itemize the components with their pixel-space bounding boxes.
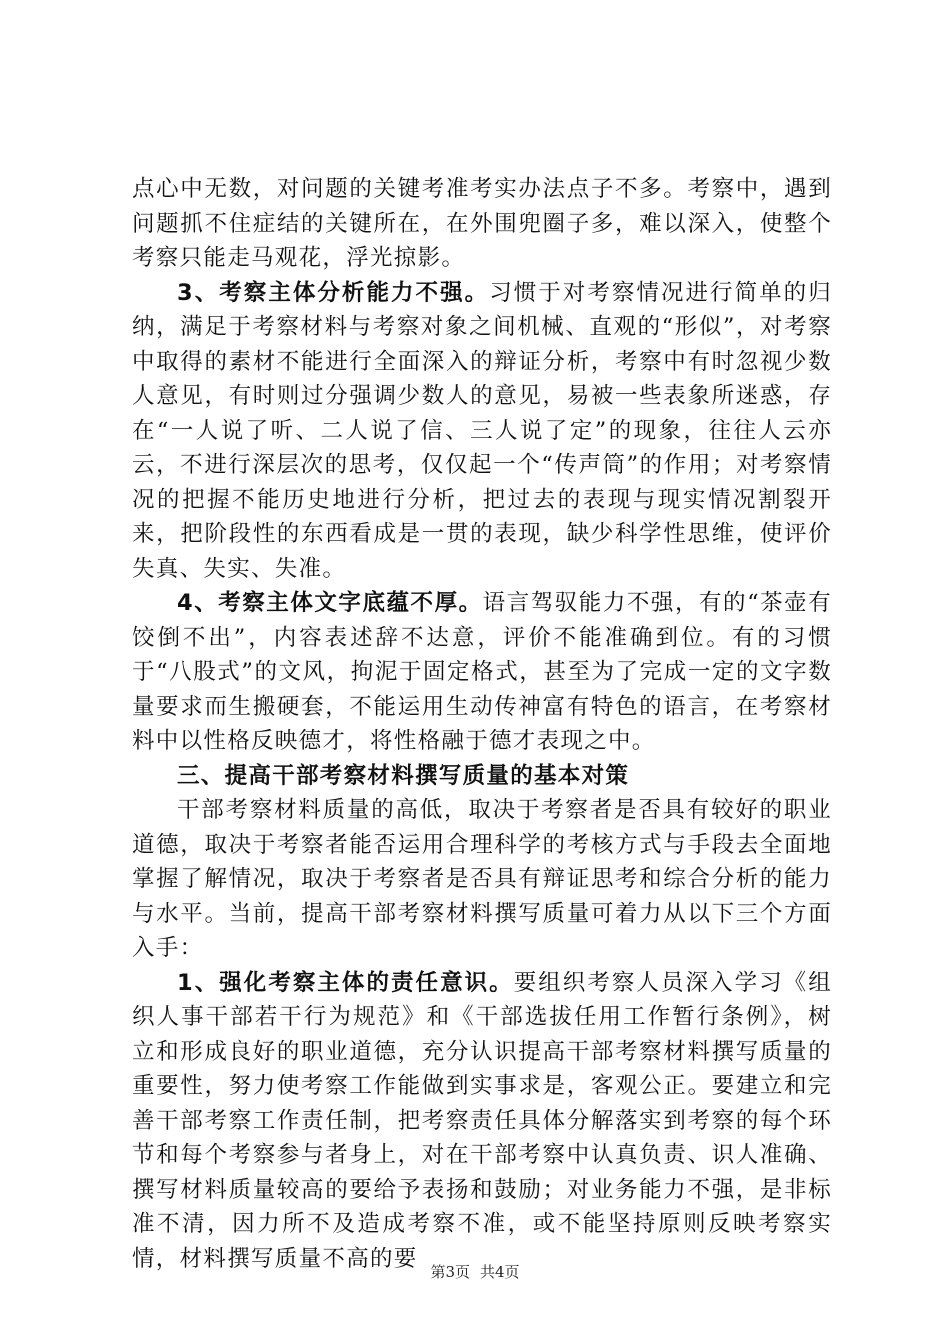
paragraph-lead: 4、考察主体文字底蕴不厚。: [177, 590, 483, 616]
paragraph-lead: 3、考察主体分析能力不强。: [177, 279, 490, 306]
paragraph-intro: [132, 793, 832, 966]
paragraph-text: 语言驾驭能力不强，有的“茶壶有饺倒不出”，内容表述辞不达意，评价不能准确到位。有的习惯于“八股式”的文风，拘泥于固定格式，甚至为了完成一定的文字数量要求而生搬硬套，不能运用生动传神富有特色的语言，在考察材料中以性格反映德才，将性格融于德才表现之中。: [132, 590, 832, 754]
paragraph-point-4: [132, 586, 832, 759]
page-number: 第3页: [430, 1263, 470, 1281]
paragraph-continuation: [132, 172, 832, 276]
paragraph-text: 干部考察材料质量的高低，取决于考察者是否具有较好的职业道德，取决于考察者能否运用合理科学的考核方式与手段去全面地掌握了解情况，取决于考察者是否具有辩证思考和综合分析的能力与水平。当前，提高干部考察材料撰写质量可着力从以下三个方面入手：: [132, 797, 832, 961]
paragraph-text: 要组织考察人员深入学习《组织人事干部若干行为规范》和《干部选拔任用工作暂行条例》，树立和形成良好的职业道德，充分认识提高干部考察材料撰写质量的重要性，努力使考察工作能做到实事求是，客观公正。要建立和完善干部考察工作责任制，把考察责任具体分解落实到考察的每个环节和每个考察参与者身上，对在干部考察中认真负责、识人准确、撰写材料质量较高的要给予表扬和鼓励；对业务能力不强，是非标准不清，因力所不及造成考察不准，或不能坚持原则反映考察实情，材料撰写质量不高的要: [132, 969, 832, 1272]
section-heading-text: 三、提高干部考察材料撰写质量的基本对策: [177, 762, 630, 789]
paragraph-point-3: [132, 276, 832, 587]
paragraph-text: 习惯于对考察情况进行简单的归纳，满足于考察材料与考察对象之间机械、直观的“形似”，对考察中取得的素材不能进行全面深入的辩证分析，考察中有时忽视少数人意见，有时则过分强调少数人的意见，易被一些表象所迷惑，存在“一人说了听、二人说了信、三人说了定”的现象，往往人云亦云，不进行深层次的思考，仅仅起一个“传声筒”的作用；对考察情况的把握不能历史地进行分析，把过去的表现与现实情况割裂开来，把阶段性的东西看成是一贯的表现，缺少科学性思维，使评价失真、失实、失准。: [132, 279, 833, 582]
paragraph-text: 点心中无数，对问题的关键考准考实办法点子不多。考察中，遇到问题抓不住症结的关键所在，在外围兜圈子多，难以深入，使整个考察只能走马观花，浮光掠影。: [132, 176, 832, 271]
page-footer: [0, 1262, 950, 1282]
document-body: [132, 172, 832, 1276]
page-total: 共4页: [480, 1263, 520, 1281]
paragraph-point-1: [132, 966, 832, 1277]
paragraph-lead: 1、强化考察主体的责任意识。: [177, 969, 514, 996]
section-heading: [132, 759, 832, 794]
